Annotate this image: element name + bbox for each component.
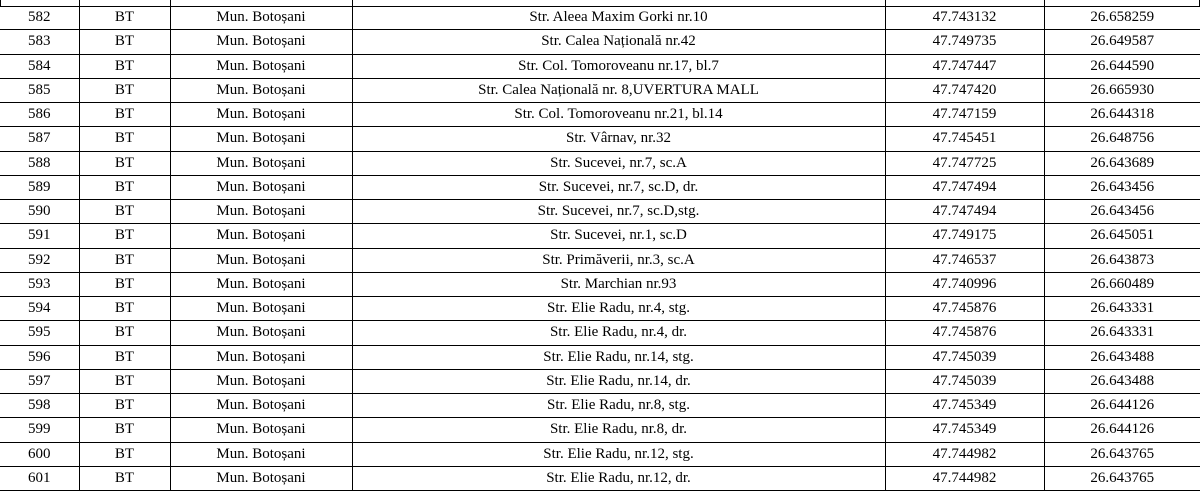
locality-cell: Mun. Botoșani — [170, 442, 352, 466]
latitude-cell: 47.749175 — [885, 224, 1044, 248]
locality-cell: Mun. Botoșani — [170, 369, 352, 393]
table-row — [0, 30, 1200, 54]
row-number-cell: 584 — [0, 54, 79, 78]
county-cell: BT — [79, 321, 170, 345]
address-cell: Str. Elie Radu, nr.4, dr. — [352, 321, 885, 345]
table-row — [0, 78, 1200, 102]
longitude-cell: 26.649587 — [1044, 30, 1200, 54]
table-row — [0, 248, 1200, 272]
row-number-cell: 593 — [0, 272, 79, 296]
longitude-cell: 26.644126 — [1044, 418, 1200, 442]
latitude-cell: 47.747494 — [885, 200, 1044, 224]
longitude-cell: 26.643689 — [1044, 151, 1200, 175]
longitude-cell: 26.643765 — [1044, 442, 1200, 466]
locality-cell: Mun. Botoșani — [170, 345, 352, 369]
locality-cell: Mun. Botoșani — [170, 224, 352, 248]
row-number-cell: 600 — [0, 442, 79, 466]
county-cell: BT — [79, 6, 170, 30]
row-number-cell: 598 — [0, 394, 79, 418]
locality-cell: Mun. Botoșani — [170, 151, 352, 175]
latitude-cell: 47.745876 — [885, 297, 1044, 321]
address-cell: Str. Col. Tomoroveanu nr.17, bl.7 — [352, 54, 885, 78]
county-cell: BT — [79, 78, 170, 102]
latitude-cell: 47.744982 — [885, 442, 1044, 466]
county-cell: BT — [79, 30, 170, 54]
table-row — [0, 200, 1200, 224]
latitude-cell: 47.749735 — [885, 30, 1044, 54]
row-number-cell: 588 — [0, 151, 79, 175]
latitude-cell: 47.745349 — [885, 394, 1044, 418]
locality-cell: Mun. Botoșani — [170, 248, 352, 272]
table-row — [0, 345, 1200, 369]
county-cell: BT — [79, 127, 170, 151]
longitude-cell: 26.643488 — [1044, 369, 1200, 393]
longitude-cell: 26.643331 — [1044, 321, 1200, 345]
address-cell: Str. Elie Radu, nr.8, dr. — [352, 418, 885, 442]
row-number-cell: 601 — [0, 466, 79, 490]
longitude-cell: 26.665930 — [1044, 78, 1200, 102]
latitude-cell: 47.747447 — [885, 54, 1044, 78]
table-row — [0, 103, 1200, 127]
table-row — [0, 224, 1200, 248]
longitude-cell: 26.643456 — [1044, 200, 1200, 224]
latitude-cell: 47.740996 — [885, 272, 1044, 296]
county-cell: BT — [79, 297, 170, 321]
latitude-cell: 47.743132 — [885, 6, 1044, 30]
longitude-cell: 26.643488 — [1044, 345, 1200, 369]
row-number-cell: 586 — [0, 103, 79, 127]
longitude-cell: 26.644126 — [1044, 394, 1200, 418]
table-row — [0, 297, 1200, 321]
locality-cell: Mun. Botoșani — [170, 418, 352, 442]
row-number-cell: 587 — [0, 127, 79, 151]
locality-cell: Mun. Botoșani — [170, 54, 352, 78]
county-cell: BT — [79, 175, 170, 199]
county-cell: BT — [79, 466, 170, 490]
county-cell: BT — [79, 200, 170, 224]
latitude-cell: 47.746537 — [885, 248, 1044, 272]
row-number-cell: 582 — [0, 6, 79, 30]
table-body — [0, 6, 1200, 491]
row-number-cell: 599 — [0, 418, 79, 442]
table-row — [0, 394, 1200, 418]
locations-table — [0, 6, 1200, 491]
table-row — [0, 6, 1200, 30]
latitude-cell: 47.747725 — [885, 151, 1044, 175]
locality-cell: Mun. Botoșani — [170, 394, 352, 418]
table-row — [0, 151, 1200, 175]
address-cell: Str. Primăverii, nr.3, sc.A — [352, 248, 885, 272]
row-number-cell: 594 — [0, 297, 79, 321]
locality-cell: Mun. Botoșani — [170, 272, 352, 296]
row-number-cell: 596 — [0, 345, 79, 369]
county-cell: BT — [79, 345, 170, 369]
address-cell: Str. Elie Radu, nr.8, stg. — [352, 394, 885, 418]
table-row — [0, 127, 1200, 151]
locality-cell: Mun. Botoșani — [170, 200, 352, 224]
locality-cell: Mun. Botoșani — [170, 127, 352, 151]
longitude-cell: 26.660489 — [1044, 272, 1200, 296]
row-number-cell: 590 — [0, 200, 79, 224]
locality-cell: Mun. Botoșani — [170, 466, 352, 490]
county-cell: BT — [79, 394, 170, 418]
address-cell: Str. Elie Radu, nr.4, stg. — [352, 297, 885, 321]
address-cell: Str. Sucevei, nr.7, sc.D,stg. — [352, 200, 885, 224]
longitude-cell: 26.643331 — [1044, 297, 1200, 321]
latitude-cell: 47.745039 — [885, 345, 1044, 369]
table-row — [0, 418, 1200, 442]
address-cell: Str. Calea Națională nr.42 — [352, 30, 885, 54]
row-number-cell: 591 — [0, 224, 79, 248]
locality-cell: Mun. Botoșani — [170, 103, 352, 127]
address-cell: Str. Aleea Maxim Gorki nr.10 — [352, 6, 885, 30]
locality-cell: Mun. Botoșani — [170, 175, 352, 199]
address-cell: Str. Sucevei, nr.1, sc.D — [352, 224, 885, 248]
latitude-cell: 47.744982 — [885, 466, 1044, 490]
address-cell: Str. Elie Radu, nr.12, stg. — [352, 442, 885, 466]
longitude-cell: 26.643873 — [1044, 248, 1200, 272]
county-cell: BT — [79, 103, 170, 127]
county-cell: BT — [79, 224, 170, 248]
county-cell: BT — [79, 418, 170, 442]
latitude-cell: 47.745451 — [885, 127, 1044, 151]
longitude-cell: 26.643456 — [1044, 175, 1200, 199]
address-cell: Str. Elie Radu, nr.14, dr. — [352, 369, 885, 393]
address-cell: Str. Sucevei, nr.7, sc.D, dr. — [352, 175, 885, 199]
latitude-cell: 47.747159 — [885, 103, 1044, 127]
locality-cell: Mun. Botoșani — [170, 78, 352, 102]
table-row — [0, 466, 1200, 490]
longitude-cell: 26.658259 — [1044, 6, 1200, 30]
latitude-cell: 47.747420 — [885, 78, 1044, 102]
longitude-cell: 26.648756 — [1044, 127, 1200, 151]
address-cell: Str. Elie Radu, nr.14, stg. — [352, 345, 885, 369]
longitude-cell: 26.643765 — [1044, 466, 1200, 490]
latitude-cell: 47.745349 — [885, 418, 1044, 442]
address-cell: Str. Elie Radu, nr.12, dr. — [352, 466, 885, 490]
table-row — [0, 321, 1200, 345]
latitude-cell: 47.747494 — [885, 175, 1044, 199]
latitude-cell: 47.745876 — [885, 321, 1044, 345]
address-cell: Str. Vârnav, nr.32 — [352, 127, 885, 151]
longitude-cell: 26.645051 — [1044, 224, 1200, 248]
longitude-cell: 26.644590 — [1044, 54, 1200, 78]
locality-cell: Mun. Botoșani — [170, 30, 352, 54]
address-cell: Str. Col. Tomoroveanu nr.21, bl.14 — [352, 103, 885, 127]
table-row — [0, 175, 1200, 199]
address-cell: Str. Sucevei, nr.7, sc.A — [352, 151, 885, 175]
row-number-cell: 592 — [0, 248, 79, 272]
county-cell: BT — [79, 54, 170, 78]
county-cell: BT — [79, 272, 170, 296]
table-row — [0, 272, 1200, 296]
address-cell: Str. Marchian nr.93 — [352, 272, 885, 296]
row-number-cell: 585 — [0, 78, 79, 102]
locality-cell: Mun. Botoșani — [170, 297, 352, 321]
table-row — [0, 369, 1200, 393]
locality-cell: Mun. Botoșani — [170, 321, 352, 345]
county-cell: BT — [79, 151, 170, 175]
county-cell: BT — [79, 369, 170, 393]
longitude-cell: 26.644318 — [1044, 103, 1200, 127]
table-row — [0, 54, 1200, 78]
county-cell: BT — [79, 248, 170, 272]
row-number-cell: 597 — [0, 369, 79, 393]
county-cell: BT — [79, 442, 170, 466]
address-cell: Str. Calea Națională nr. 8,UVERTURA MALL — [352, 78, 885, 102]
latitude-cell: 47.745039 — [885, 369, 1044, 393]
row-number-cell: 595 — [0, 321, 79, 345]
row-number-cell: 589 — [0, 175, 79, 199]
table-row — [0, 442, 1200, 466]
locality-cell: Mun. Botoșani — [170, 6, 352, 30]
row-number-cell: 583 — [0, 30, 79, 54]
